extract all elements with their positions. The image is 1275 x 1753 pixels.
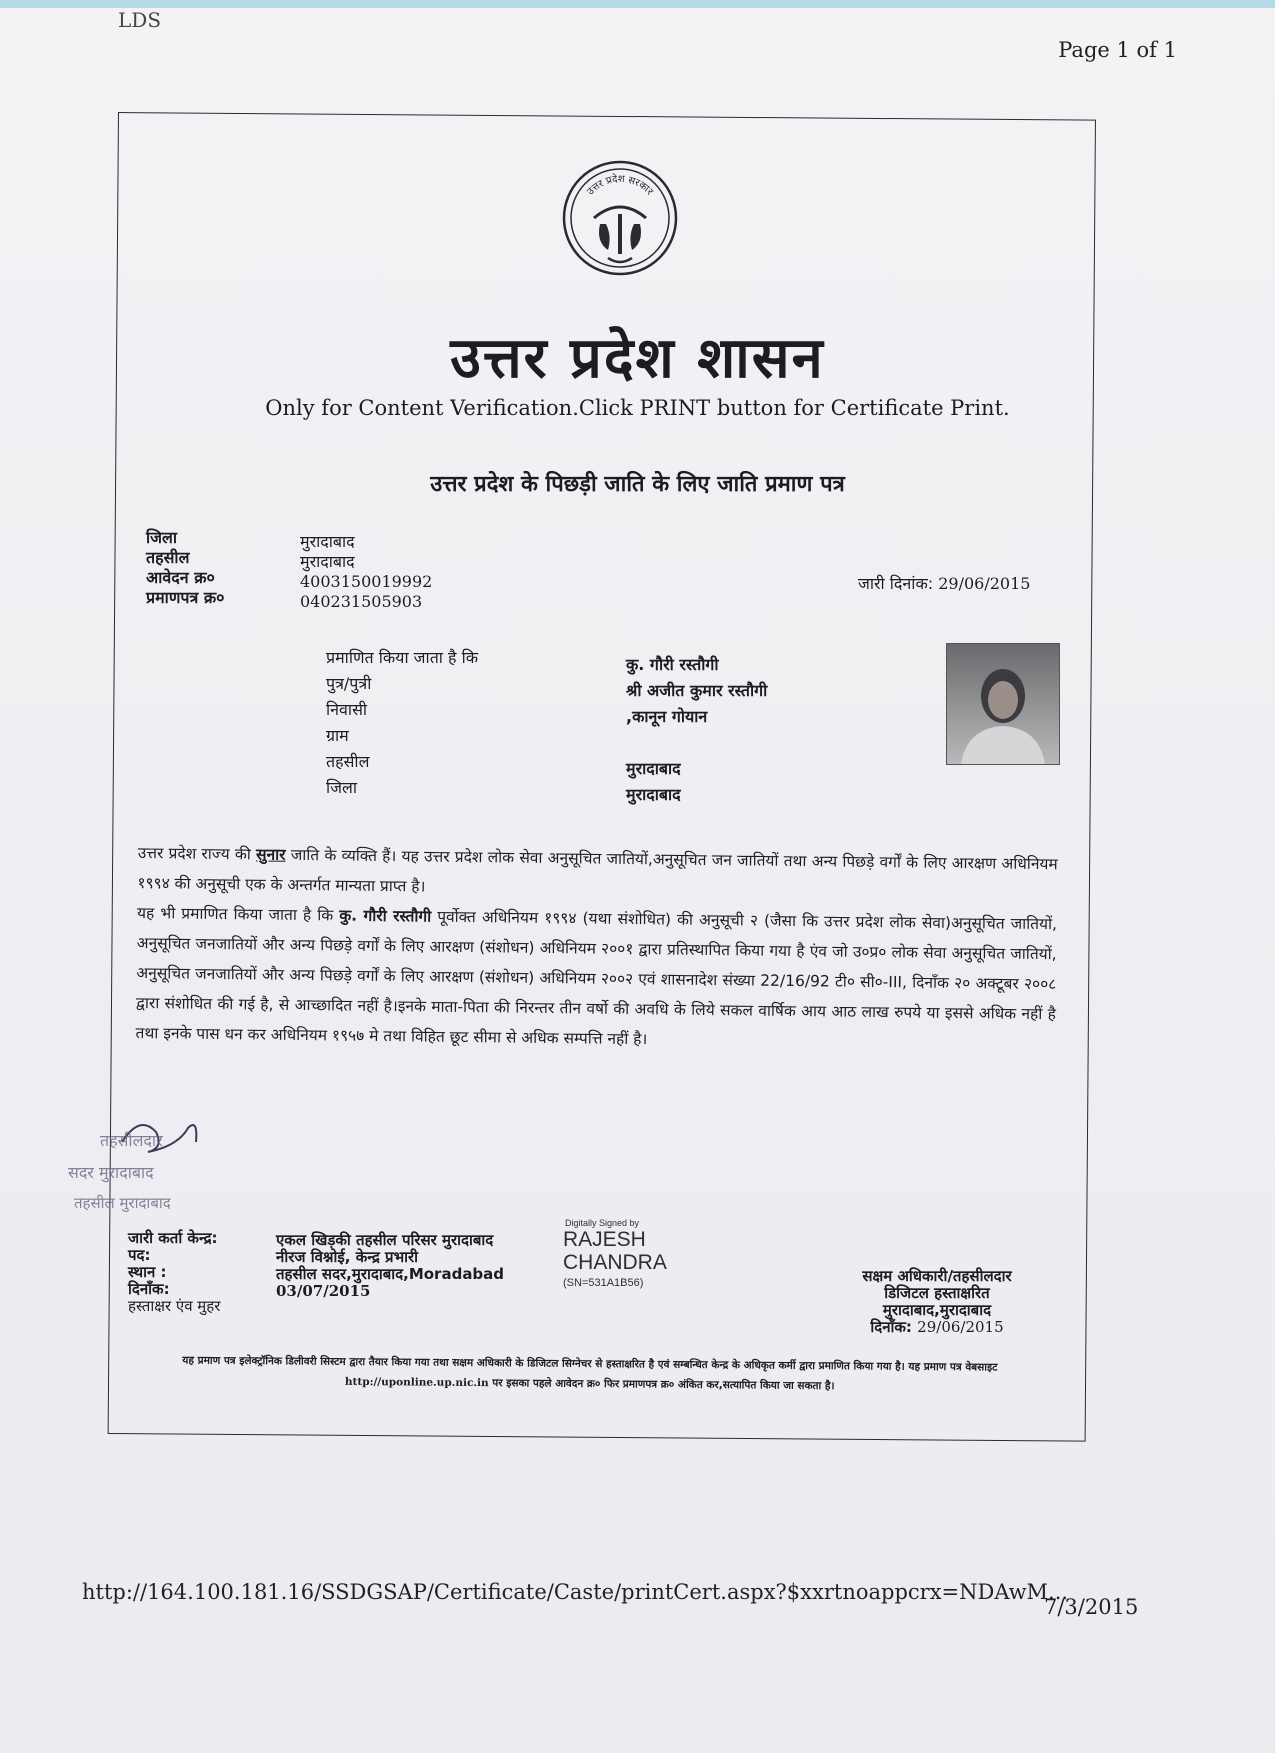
- signer-name-line-2: CHANDRA: [563, 1251, 667, 1274]
- competent-authority: [822, 1268, 1052, 1336]
- authority-line-1: सक्षम अधिकारी/तहसीलदार: [862, 1267, 1012, 1285]
- up-government-seal-icon: [560, 158, 680, 278]
- application-label: आवेदन क्र०: [146, 568, 215, 587]
- paragraph-person-name: कु. गौरी रस्तौगी: [339, 906, 432, 926]
- digital-signature-caption: Digitally Signed by: [565, 1218, 640, 1228]
- issuer-date-value: 03/07/2015: [276, 1282, 371, 1300]
- applicant-photo: [946, 643, 1060, 765]
- print-date: 7/3/2015: [1044, 1595, 1139, 1619]
- certificate-label: प्रमाणपत्र क्र०: [146, 588, 225, 607]
- person-labels: [326, 645, 478, 801]
- issuer-center-value: एकल खिड़की तहसील परिसर मुरादाबाद: [276, 1231, 494, 1249]
- district-label: जिला: [146, 528, 178, 547]
- certified-label: प्रमाणित किया जाता है कि: [326, 648, 479, 667]
- verification-url: http://uponline.up.nic.in: [344, 1375, 489, 1390]
- issuer-post-value: नीरज विश्नोई, केन्द्र प्रभारी: [276, 1248, 419, 1266]
- certificate-text: [135, 838, 1057, 1059]
- application-number: 4003150019992: [300, 572, 433, 591]
- paragraph-certification: यह भी प्रमाणित किया जाता है कि कु. गौरी रस्तौगी पूर्वोक्त अधिनियम १९९४ (यथा संशोधित) की अनुसूची २ (जैसा कि उत्तर प्रदेश लोक सेवा)अनुसूचित जातियों, अनुसूचित जनजातियों और अन्य पिछड़े वर्गों के लिए आरक्षण (संशोधन) अधिनियम २००१ द्वारा प्रतिस्थापित किया गया है एंव जो उ०प्र० लोक सेवा अनुसूचित जातियों, अनुसूचित जनजातियों और अन्य पिछड़े वर्गों के लिए आरक्षण (संशोधन) अधिनियम २००२ एवं शासनादेश संख्या 22/16/92 टी० सी०-III, दिनाँक २० अक्टूबर २००८ द्वारा संशोधित की गई है, से आच्छादित नहीं है।इनके माता-पिता की निरन्तर तीन वर्षो की अवधि के लिये सकल वार्षिक आय आठ लाख रुपये या इससे अधिक नहीं है तथा इनके पास धन कर अधिनियम १९५७ मे तथा विहित छूट सीमा से अधिक सम्पत्ति नहीं है।: [135, 903, 1058, 1049]
- stamp-line-2: सदर मुरादाबाद: [68, 1163, 154, 1182]
- issuer-place-label: स्थान :: [128, 1263, 167, 1281]
- village-label: ग्राम: [326, 726, 349, 745]
- issuer-labels: [128, 1230, 220, 1315]
- person-name: कु. गौरी रस्तौगी: [626, 655, 719, 674]
- paragraph-caste: उत्तर प्रदेश राज्य की सुनार जाति के व्यक्ति हैं। यह उत्तर प्रदेश लोक सेवा अनुसूचित जातियों,अनुसूचित जन जातियों तथा अन्य पिछड़े वर्गों के लिए आरक्षण अधिनियम १९९४ की अनुसूची एक के अन्तर्गत मान्यता प्राप्त है।: [137, 843, 1058, 896]
- official-stamp-and-signature: [60, 1112, 260, 1227]
- digital-signature: [563, 1218, 667, 1289]
- page-title: उत्तर प्रदेश शासन: [450, 326, 825, 391]
- detail-labels: [146, 528, 224, 608]
- certificate-title: उत्तर प्रदेश के पिछड़ी जाति के लिए जाति प्रमाण पत्र: [430, 472, 845, 497]
- issuer-values: [276, 1232, 504, 1300]
- signature-serial: (SN=531A1B56): [563, 1277, 644, 1289]
- person-tehsil-label: तहसील: [326, 752, 370, 771]
- child-label: पुत्र/पुत्री: [326, 674, 372, 693]
- stamp-line-3: तहसील मुरादाबाद: [74, 1194, 171, 1212]
- person-values: [626, 652, 767, 808]
- tehsil-label: तहसील: [146, 548, 190, 567]
- issuer-date-label: दिनाँक:: [128, 1280, 170, 1298]
- page-number: Page 1 of 1: [1058, 38, 1177, 62]
- stamp-line-1: तहसीलदार: [100, 1131, 163, 1150]
- issuer-place-value: तहसील सदर,मुरादाबाद,Moradabad: [276, 1265, 505, 1283]
- resident-value: ,कानून गोयान: [626, 707, 708, 726]
- svg-text:उत्तर प्रदेश सरकार: [585, 173, 655, 198]
- seal-text: उत्तर प्रदेश सरकार: [585, 173, 655, 198]
- parent-name: श्री अजीत कुमार रस्तौगी: [626, 681, 768, 700]
- scan-top-edge: [0, 0, 1275, 8]
- tehsil-value: मुरादाबाद: [300, 552, 355, 571]
- person-photo-icon: [947, 644, 1059, 764]
- village-value: [626, 730, 767, 756]
- page-url: http://164.100.181.16/SSDGSAP/Certificate/Caste/printCert.aspx?$xxrtnoappcrx=NDAwM...: [82, 1580, 1069, 1604]
- issuer-center-label: जारी कर्ता केन्द्र:: [128, 1229, 218, 1247]
- corner-mark: LDS: [118, 8, 162, 32]
- footer-note: यह प्रमाण पत्र इलेक्ट्रॉनिक डिलीवरी सिस्टम द्वारा तैयार किया गया तथा सक्षम अधिकारी के डिजिटल सिग्नेचर से हस्ताक्षरित है एवं सम्बन्धित केन्द्र के अधिकृत कर्मी द्वारा प्रमाणित किया गया है। यह प्रमाण पत्र वेबसाइट http://uponline.up.nic.in पर इसका पहले आवेदन क्र० फिर प्रमाणपत्र क्र० अंकित कर,सत्यापित किया जा सकता है।: [182, 1354, 998, 1393]
- authority-date-label: दिनाँक:: [870, 1318, 912, 1336]
- certificate-number: 040231505903: [300, 592, 423, 611]
- caste-name: सुनार: [255, 845, 286, 864]
- authority-line-3: मुरादाबाद,मुरादाबाद: [882, 1301, 992, 1319]
- person-district-value: मुरादाबाद: [626, 785, 681, 804]
- district-value: मुरादाबाद: [300, 532, 355, 551]
- issue-date-label: जारी दिनांक:: [858, 574, 934, 593]
- issue-date-value: 29/06/2015: [938, 574, 1031, 593]
- detail-values: [300, 532, 432, 612]
- person-tehsil-value: मुरादाबाद: [626, 759, 681, 778]
- resident-label: निवासी: [326, 700, 368, 719]
- issuer-post-label: पद:: [128, 1246, 151, 1264]
- verification-note: Only for Content Verification.Click PRINT button for Certificate Print.: [265, 396, 1010, 420]
- authority-date: 29/06/2015: [917, 1318, 1004, 1336]
- issuer-sign-label: हस्ताक्षर एंव मुहर: [128, 1297, 221, 1315]
- authority-line-2: डिजिटल हस्ताक्षरित: [884, 1284, 990, 1302]
- signer-name-line-1: RAJESH: [563, 1228, 646, 1251]
- issue-date: [858, 572, 1030, 594]
- person-district-label: जिला: [326, 778, 358, 797]
